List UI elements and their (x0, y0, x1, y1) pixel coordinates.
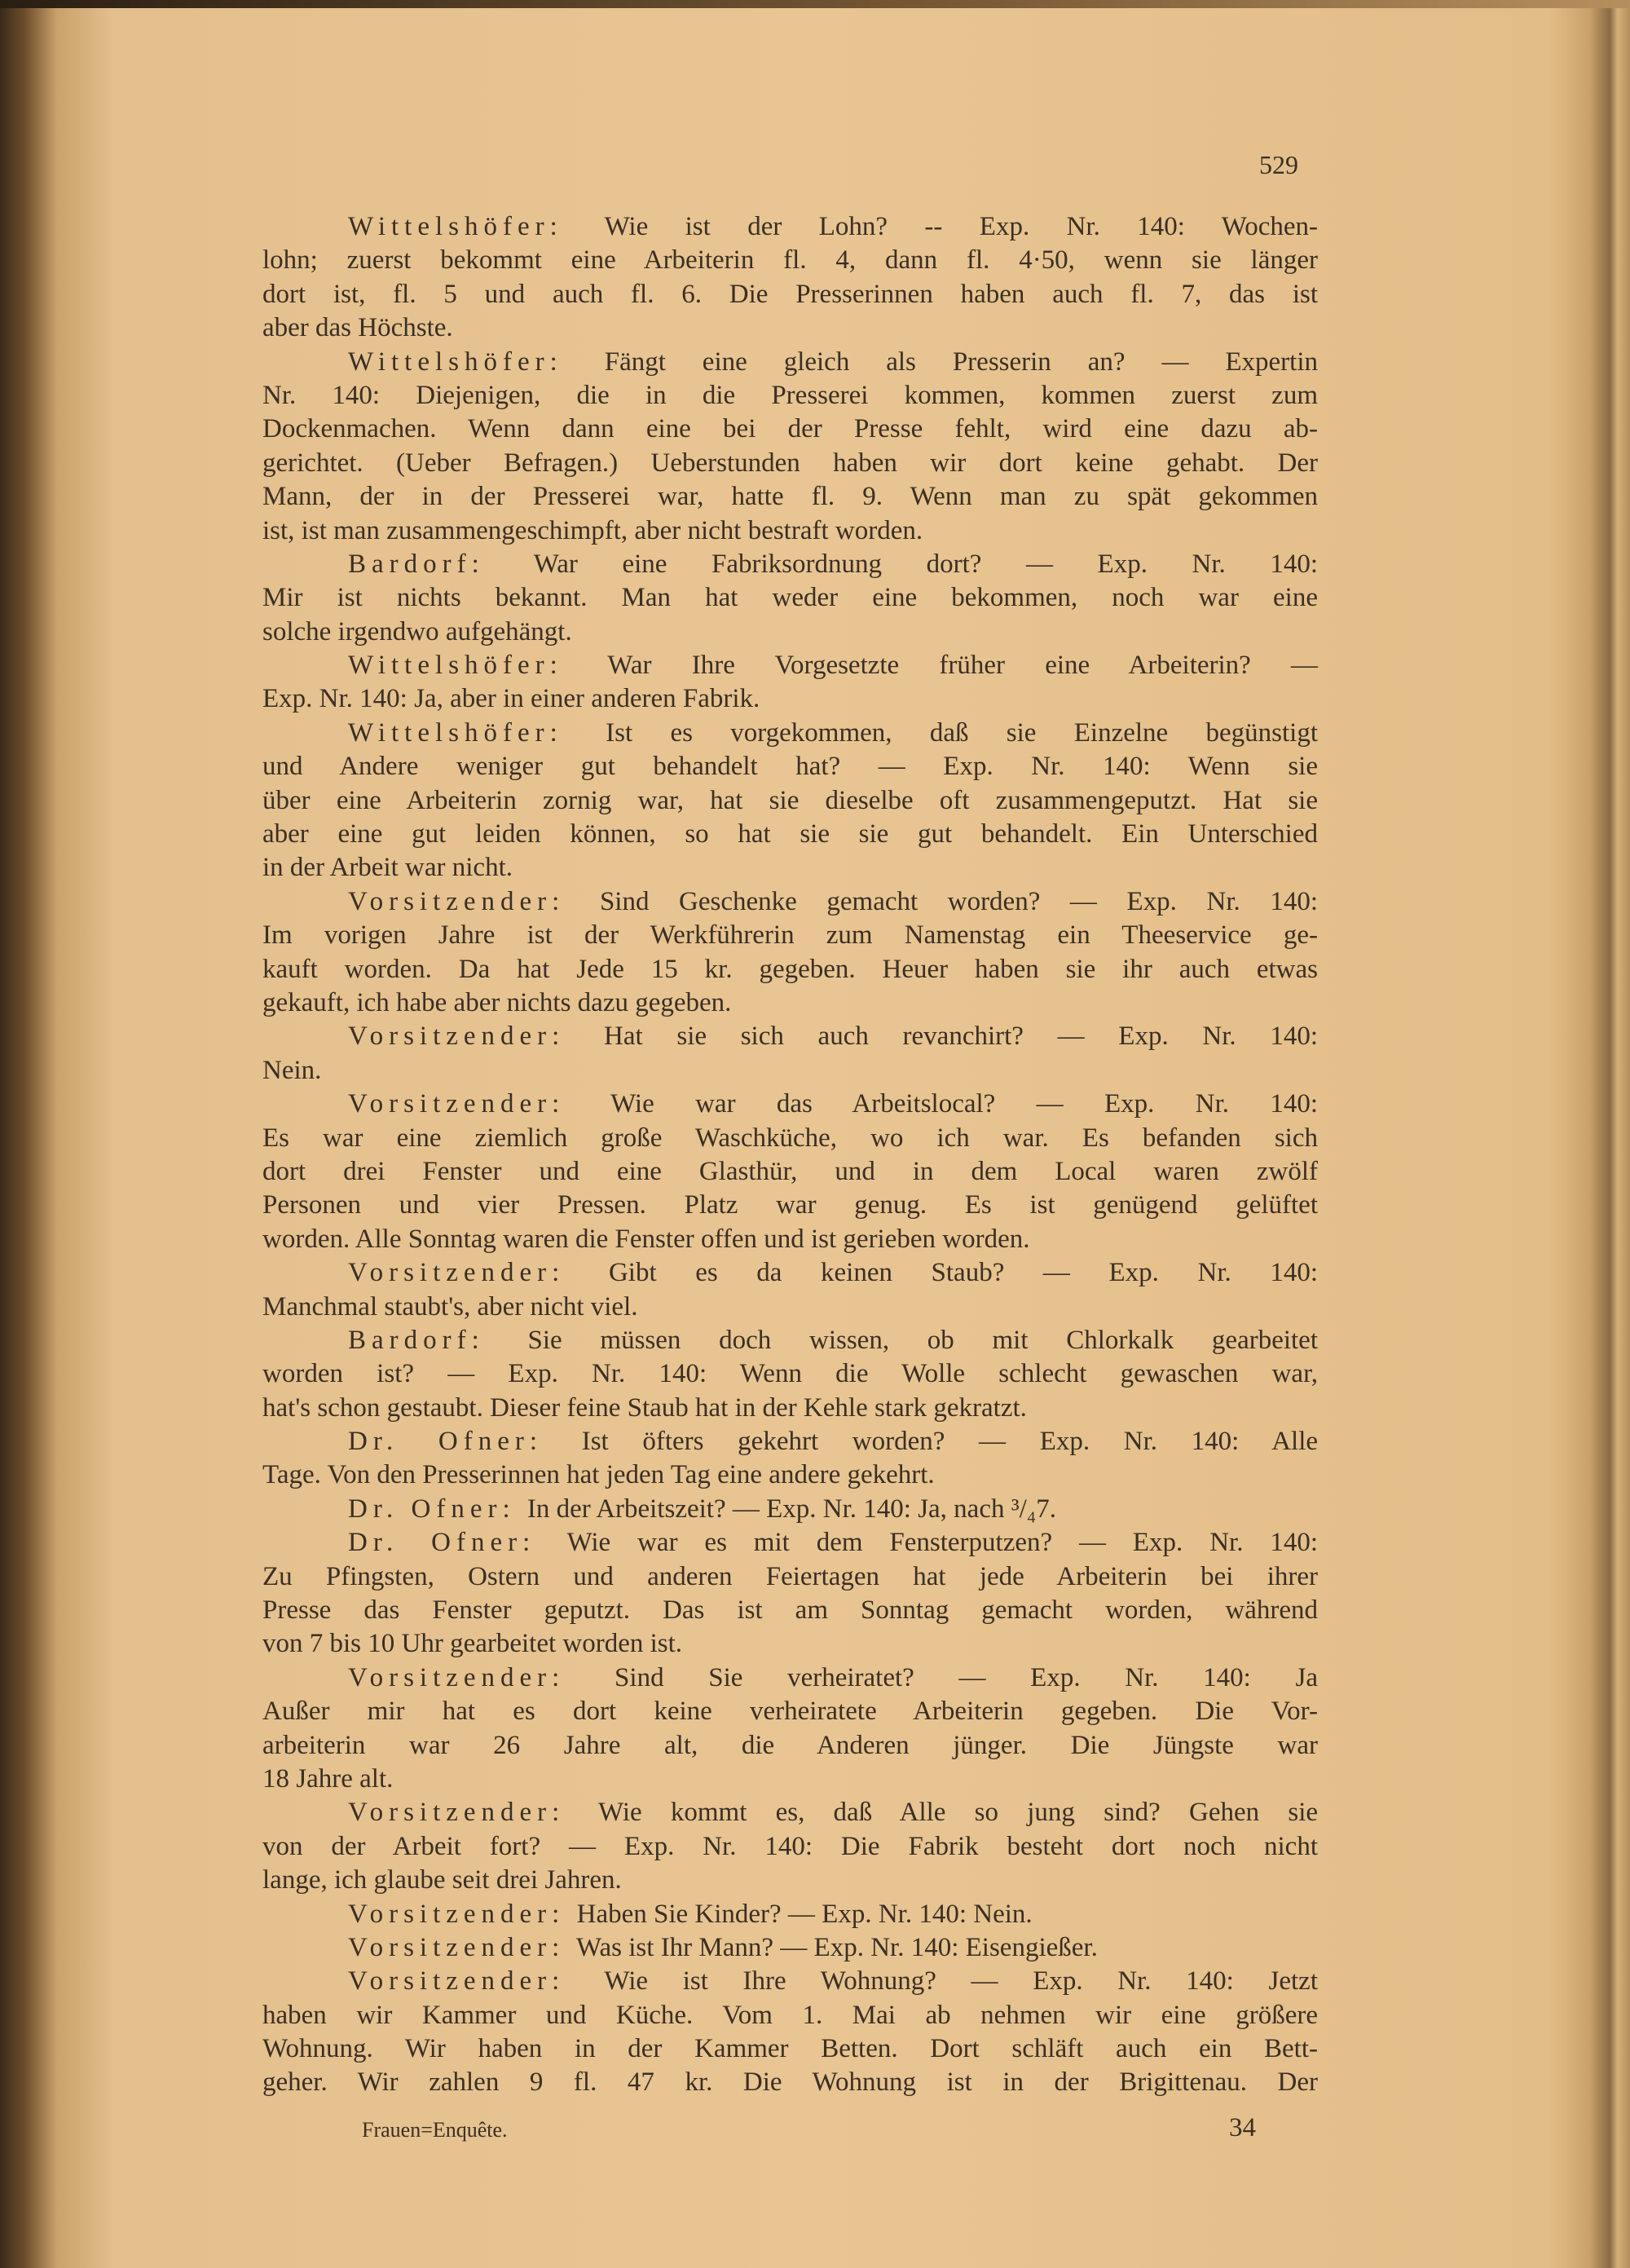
paragraph (262, 717, 1318, 885)
line-text: Exp. Nr. 140: Ja, aber in einer anderen Fabrik. (262, 684, 760, 714)
page-number: 529 (1259, 150, 1298, 179)
line-text: geher. Wir zahlen 9 fl. 47 kr. Die Wohnung ist in der Brigittenau. Der (262, 2067, 1318, 2098)
line-text: aber eine gut leiden können, so hat sie sie gut behandelt. Ein Unterschied (262, 819, 1318, 849)
paragraph (262, 1324, 1318, 1425)
paragraph (262, 1256, 1318, 1324)
line-text: gekauft, ich habe aber nichts dazu gegeben. (262, 987, 732, 1017)
line-text: War eine Fabriksordnung dort? — Exp. Nr. 140: (533, 549, 1318, 579)
paragraph (262, 1796, 1318, 1897)
page-top-edge (0, 0, 1630, 8)
line-text: ist, ist man zusammengeschimpft, aber nicht bestraft worden. (262, 515, 923, 545)
text-line (262, 1392, 1318, 1425)
line-text: lohn; zuerst bekommt eine Arbeiterin fl. 4, dann fl. 4·50, wenn sie länger (262, 245, 1318, 276)
line-text: 18 Jahre alt. (262, 1763, 394, 1794)
line-text: Ist öfters gekehrt worden? — Exp. Nr. 140: Alle (581, 1427, 1319, 1457)
speaker-name: Vorsitzender: (348, 1932, 566, 1962)
text-line (262, 2032, 1318, 2066)
text-line (262, 818, 1318, 851)
line-text: arbeiterin war 26 Jahre alt, die Anderen jünger. Die Jüngste war (262, 1730, 1318, 1760)
text-line (262, 1054, 1318, 1088)
paragraph (262, 1425, 1318, 1493)
text-line (262, 1695, 1318, 1728)
text-line (262, 278, 1318, 311)
text-line (262, 784, 1318, 818)
line-text: worden ist? — Exp. Nr. 140: Wenn die Wolle schlecht gewaschen war, (262, 1359, 1318, 1389)
signature-mark: 34 (1229, 2113, 1256, 2142)
line-text: Sind Geschenke gemacht worden? — Exp. Nr. 140: (599, 886, 1318, 916)
text-line (262, 210, 1318, 244)
text-line (262, 1627, 1318, 1661)
line-text: gerichtet. (Ueber Befragen.) Ueberstunden haben wir dort keine gehabt. Der (262, 448, 1318, 478)
speaker-name: Vorsitzender: (348, 886, 566, 916)
line-text: Mann, der in der Presserei war, hatte fl. 9. Wenn man zu spät gekommen (262, 482, 1318, 512)
text-line (262, 1291, 1318, 1324)
text-line (262, 346, 1318, 379)
line-text: Sie müssen doch wissen, ob mit Chlorkalk gearbeitet (527, 1325, 1319, 1355)
text-line (262, 1324, 1318, 1357)
text-line (262, 1155, 1318, 1189)
line-text: lange, ich glaube seit drei Jahren. (262, 1865, 622, 1895)
text-line (262, 1965, 1318, 1998)
line-text: Es war eine ziemlich große Waschküche, wo ich war. Es befanden sich (262, 1123, 1318, 1153)
line-text: kauft worden. Da hat Jede 15 kr. gegeben. Heuer haben sie ihr auch etwas (262, 954, 1318, 984)
speaker-name: Wittelshöfer: (348, 717, 563, 748)
line-text: Wie ist Ihre Wohnung? — Exp. Nr. 140: Jetzt (604, 1966, 1318, 1997)
text-line (262, 548, 1318, 581)
text-line (262, 1122, 1318, 1155)
text-line (262, 1020, 1318, 1053)
text-line (262, 953, 1318, 986)
line-text: worden. Alle Sonntag waren die Fenster offen und ist gerieben worden. (262, 1224, 1030, 1254)
line-text: Haben Sie Kinder? — Exp. Nr. 140: Nein. (576, 1899, 1033, 1929)
text-line (262, 851, 1318, 885)
speaker-name: Wittelshöfer: (348, 212, 563, 241)
paragraph (262, 346, 1318, 548)
line-text: Dockenmachen. Wenn dann eine bei der Presse fehlt, wird eine dazu ab- (262, 414, 1318, 444)
line-text: Presse das Fenster geputzt. Das ist am Sonntag gemacht worden, während (262, 1595, 1318, 1626)
speaker-name: Vorsitzender: (348, 1089, 566, 1119)
line-text: Wie war es mit dem Fensterputzen? — Exp. Nr. 140: (566, 1528, 1318, 1558)
speaker-name: Vorsitzender: (348, 1899, 566, 1929)
paragraph (262, 210, 1318, 346)
line-text: Fängt eine gleich als Presserin an? — Expertin (604, 346, 1318, 377)
text-line (262, 514, 1318, 548)
line-text: Tage. Von den Presserinnen hat jeden Tag eine andere gekehrt. (262, 1460, 935, 1490)
text-line (262, 1661, 1318, 1695)
speaker-name: Bardorf: (348, 549, 485, 579)
speaker-name: Vorsitzender: (348, 1966, 566, 1997)
text-line (262, 1999, 1318, 2032)
text-line (262, 1223, 1318, 1256)
speaker-name: Vorsitzender: (348, 1662, 566, 1692)
text-line (262, 1256, 1318, 1290)
speaker-name: Vorsitzender: (348, 1798, 566, 1828)
line-text: von der Arbeit fort? — Exp. Nr. 140: Die Fabrik besteht dort noch nicht (262, 1831, 1318, 1861)
paragraph (262, 1965, 1318, 2100)
paragraph (262, 1661, 1318, 1797)
text-line (262, 1189, 1318, 1222)
text-line (262, 750, 1318, 783)
line-text: Wohnung. Wir haben in der Kammer Betten. Dort schläft auch ein Bett- (262, 2034, 1318, 2064)
text-line (262, 1493, 1318, 1526)
text-line (262, 581, 1318, 615)
line-text: solche irgendwo aufgehängt. (262, 616, 572, 646)
text-line (262, 885, 1318, 919)
paragraph (262, 1088, 1318, 1256)
paragraph (262, 1020, 1318, 1088)
paragraph (262, 1526, 1318, 1661)
line-text: Außer mir hat es dort keine verheiratete Arbeiterin gegeben. Die Vor- (262, 1697, 1318, 1727)
line-text: Manchmal staubt's, aber nicht viel. (262, 1291, 638, 1322)
text-line (262, 1864, 1318, 1897)
speaker-name: Dr. Ofner: (348, 1494, 516, 1524)
text-line (262, 413, 1318, 446)
line-text: von 7 bis 10 Uhr gearbeitet worden ist. (262, 1629, 683, 1659)
text-line (262, 379, 1318, 413)
text-line (262, 649, 1318, 682)
line-text: haben wir Kammer und Küche. Vom 1. Mai ab nehmen wir eine größere (262, 2000, 1318, 2030)
text-line (262, 1729, 1318, 1763)
paragraph (262, 1898, 1318, 1931)
line-text: War Ihre Vorgesetzte früher eine Arbeiterin? — (607, 651, 1319, 681)
text-line (262, 616, 1318, 649)
text-line (262, 1898, 1318, 1931)
line-text: Wie ist der Lohn? -- Exp. Nr. 140: Wochen- (604, 212, 1318, 241)
text-line (262, 1458, 1318, 1492)
line-text: Ist es vorgekommen, daß sie Einzelne begünstigt (606, 717, 1319, 748)
text-line (262, 2066, 1318, 2099)
body-text (262, 210, 1318, 2100)
line-text: Wie war das Arbeitslocal? — Exp. Nr. 140: (610, 1089, 1319, 1119)
line-text: Zu Pfingsten, Ostern und anderen Feiertagen hat jede Arbeiterin bei ihrer (262, 1561, 1318, 1591)
line-text: über eine Arbeiterin zornig war, hat sie dieselbe oft zusammengeputzt. Hat sie (262, 785, 1318, 815)
speaker-name: Dr. Ofner: (348, 1427, 544, 1457)
text-line (262, 1526, 1318, 1560)
line-text: Nr. 140: Diejenigen, die in die Presserei kommen, kommen zuerst zum (262, 380, 1318, 410)
text-line (262, 1088, 1318, 1121)
speaker-name: Wittelshöfer: (348, 346, 563, 377)
text-line (262, 1560, 1318, 1594)
line-text: und Andere weniger gut behandelt hat? — Exp. Nr. 140: Wenn sie (262, 752, 1318, 782)
footer-title: Frauen=Enquête. (362, 2118, 508, 2142)
line-text: hat's schon gestaubt. Dieser feine Staub hat in der Kehle stark gekratzt. (262, 1392, 1027, 1423)
speaker-name: Bardorf: (348, 1325, 485, 1355)
paragraph (262, 1931, 1318, 1965)
text-line (262, 480, 1318, 514)
line-text: Mir ist nichts bekannt. Man hat weder eine bekommen, noch war eine (262, 583, 1318, 613)
line-text: in der Arbeit war nicht. (262, 853, 513, 883)
text-line (262, 1357, 1318, 1391)
text-line (262, 1763, 1318, 1796)
text-line (262, 919, 1318, 952)
text-line (262, 447, 1318, 480)
paragraph (262, 885, 1318, 1021)
line-text: Sind Sie verheiratet? — Exp. Nr. 140: Ja (615, 1662, 1319, 1692)
text-line (262, 1830, 1318, 1864)
text-line (262, 1594, 1318, 1627)
speaker-name: Vorsitzender: (348, 1258, 566, 1288)
line-text: Im vorigen Jahre ist der Werkführerin zum Namenstag ein Theeservice ge- (262, 920, 1318, 951)
line-text: Gibt es da keinen Staub? — Exp. Nr. 140: (608, 1258, 1319, 1288)
line-text: Nein. (262, 1055, 322, 1085)
text-line (262, 986, 1318, 1020)
text-line (262, 1425, 1318, 1458)
text-line (262, 682, 1318, 716)
speaker-name: Dr. Ofner: (348, 1528, 536, 1558)
line-text: Hat sie sich auch revanchirt? — Exp. Nr. 140: (604, 1021, 1318, 1052)
text-line (262, 244, 1318, 277)
line-text: Personen und vier Pressen. Platz war genug. Es ist genügend gelüftet (262, 1190, 1318, 1220)
line-text: aber das Höchste. (262, 313, 453, 343)
text-line (262, 1931, 1318, 1965)
line-text: dort drei Fenster und eine Glasthür, und in dem Local waren zwölf (262, 1156, 1318, 1186)
paragraph (262, 548, 1318, 649)
line-text: Was ist Ihr Mann? — Exp. Nr. 140: Eisengießer. (576, 1932, 1098, 1962)
speaker-name: Wittelshöfer: (348, 651, 563, 681)
text-line (262, 717, 1318, 750)
line-text: dort ist, fl. 5 und auch fl. 6. Die Presserinnen haben auch fl. 7, das ist (262, 279, 1318, 309)
text-line (262, 311, 1318, 345)
speaker-name: Vorsitzender: (348, 1021, 566, 1052)
paragraph (262, 1493, 1318, 1526)
text-line (262, 1796, 1318, 1829)
line-text: In der Arbeitszeit? — Exp. Nr. 140: Ja, nach ³/₄7. (526, 1494, 1057, 1524)
line-text: Wie kommt es, daß Alle so jung sind? Gehen sie (598, 1798, 1319, 1828)
paragraph (262, 649, 1318, 717)
